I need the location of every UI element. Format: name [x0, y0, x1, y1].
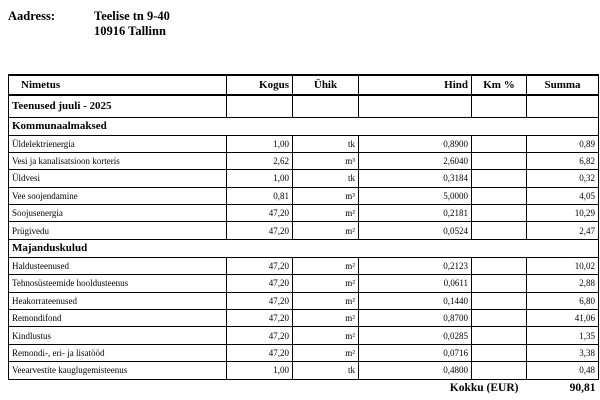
- row-sum: 41,06: [527, 310, 599, 327]
- row-unit: m²: [293, 257, 359, 274]
- row-discount: [472, 170, 527, 187]
- row-sum: 10,02: [527, 257, 599, 274]
- row-unit: tk: [293, 135, 359, 152]
- row-sum: 2,88: [527, 275, 599, 292]
- row-sum: 6,82: [527, 152, 599, 169]
- table-row: [9, 292, 599, 309]
- row-qty: 47,20: [227, 257, 293, 274]
- row-discount: [472, 187, 527, 204]
- row-name: Üldvesi: [9, 170, 227, 187]
- row-unit: tk: [293, 170, 359, 187]
- group-header-row: [9, 117, 599, 135]
- row-sum: 0,32: [527, 170, 599, 187]
- row-unit: m²: [293, 310, 359, 327]
- row-discount: [472, 292, 527, 309]
- col-header-price: Hind: [359, 75, 472, 95]
- table-row: [9, 222, 599, 239]
- row-price: 0,1440: [359, 292, 472, 309]
- row-discount: [472, 205, 527, 222]
- row-qty: 47,20: [227, 327, 293, 344]
- col-header-discount: Km %: [472, 75, 527, 95]
- row-name: Üldelektrienergia: [9, 135, 227, 152]
- row-price: 5,0000: [359, 187, 472, 204]
- row-discount: [472, 135, 527, 152]
- row-qty: 2,62: [227, 152, 293, 169]
- row-name: Prügivedu: [9, 222, 227, 239]
- row-price: 0,3184: [359, 170, 472, 187]
- row-name: Tehnosüsteemide hooldusteenus: [9, 275, 227, 292]
- col-header-sum: Summa: [527, 75, 599, 95]
- table-header-row: [9, 75, 599, 95]
- group-header-row: [9, 239, 599, 257]
- row-unit: m²: [293, 292, 359, 309]
- table-row: [9, 310, 599, 327]
- row-name: Heakorrateenused: [9, 292, 227, 309]
- group-title: Majanduskulud: [9, 239, 227, 257]
- table-row: [9, 362, 599, 379]
- table-row: [9, 152, 599, 169]
- row-qty: 47,20: [227, 310, 293, 327]
- col-header-name: Nimetus: [9, 75, 227, 95]
- col-header-qty: Kogus: [227, 75, 293, 95]
- row-unit: m²: [293, 275, 359, 292]
- row-unit: m²: [293, 327, 359, 344]
- row-discount: [472, 275, 527, 292]
- col-header-unit: Ühik: [293, 75, 359, 95]
- row-unit: m³: [293, 187, 359, 204]
- row-sum: 4,05: [527, 187, 599, 204]
- group-title: Kommunaalmaksed: [9, 117, 227, 135]
- row-discount: [472, 327, 527, 344]
- row-sum: 3,38: [527, 344, 599, 361]
- row-price: 0,2181: [359, 205, 472, 222]
- table-row: [9, 257, 599, 274]
- row-price: 0,4800: [359, 362, 472, 379]
- row-name: Remondi-, eri- ja lisatööd: [9, 344, 227, 361]
- row-sum: 1,35: [527, 327, 599, 344]
- total-label: Kokku (EUR): [449, 381, 519, 394]
- row-sum: 6,80: [527, 292, 599, 309]
- period-row: [9, 95, 599, 117]
- row-price: 0,0716: [359, 344, 472, 361]
- period-label: Teenused juuli - 2025: [9, 95, 227, 117]
- row-qty: 1,00: [227, 135, 293, 152]
- row-discount: [472, 257, 527, 274]
- table-row: [9, 135, 599, 152]
- row-discount: [472, 310, 527, 327]
- total-row: [9, 379, 599, 396]
- row-name: Vesi ja kanalisatsioon korteris: [9, 152, 227, 169]
- row-unit: m²: [293, 222, 359, 239]
- table-row: [9, 275, 599, 292]
- row-name: Kindlustus: [9, 327, 227, 344]
- row-price: 0,0611: [359, 275, 472, 292]
- row-name: Haldusteenused: [9, 257, 227, 274]
- row-discount: [472, 362, 527, 379]
- row-discount: [472, 152, 527, 169]
- row-price: 0,2123: [359, 257, 472, 274]
- row-unit: m³: [293, 152, 359, 169]
- row-sum: 10,29: [527, 205, 599, 222]
- row-name: Remondifond: [9, 310, 227, 327]
- total-value: 90,81: [569, 381, 596, 394]
- row-name: Veearvestite kauglugemisteenus: [9, 362, 227, 379]
- table-row: [9, 344, 599, 361]
- row-sum: 2,47: [527, 222, 599, 239]
- row-discount: [472, 222, 527, 239]
- row-price: 0,8900: [359, 135, 472, 152]
- row-price: 0,0524: [359, 222, 472, 239]
- row-qty: 0,81: [227, 187, 293, 204]
- row-qty: 1,00: [227, 170, 293, 187]
- row-qty: 47,20: [227, 275, 293, 292]
- row-unit: m²: [293, 344, 359, 361]
- table-row: [9, 327, 599, 344]
- row-qty: 47,20: [227, 292, 293, 309]
- invoice-table: [8, 74, 599, 396]
- row-price: 0,8700: [359, 310, 472, 327]
- row-name: Vee soojendamine: [9, 187, 227, 204]
- row-discount: [472, 344, 527, 361]
- row-sum: 0,48: [527, 362, 599, 379]
- row-qty: 47,20: [227, 222, 293, 239]
- row-unit: m²: [293, 205, 359, 222]
- row-unit: tk: [293, 362, 359, 379]
- table-row: [9, 170, 599, 187]
- row-price: 2,6040: [359, 152, 472, 169]
- row-qty: 1,00: [227, 362, 293, 379]
- address-street: Teelise tn 9-40: [94, 9, 170, 23]
- address-block: [94, 9, 170, 39]
- address-city: 10916 Tallinn: [94, 24, 166, 38]
- row-qty: 47,20: [227, 205, 293, 222]
- row-price: 0,0285: [359, 327, 472, 344]
- table-row: [9, 205, 599, 222]
- row-sum: 0,89: [527, 135, 599, 152]
- row-qty: 47,20: [227, 344, 293, 361]
- row-name: Soojusenergia: [9, 205, 227, 222]
- table-row: [9, 187, 599, 204]
- address-label: Aadress:: [8, 9, 55, 23]
